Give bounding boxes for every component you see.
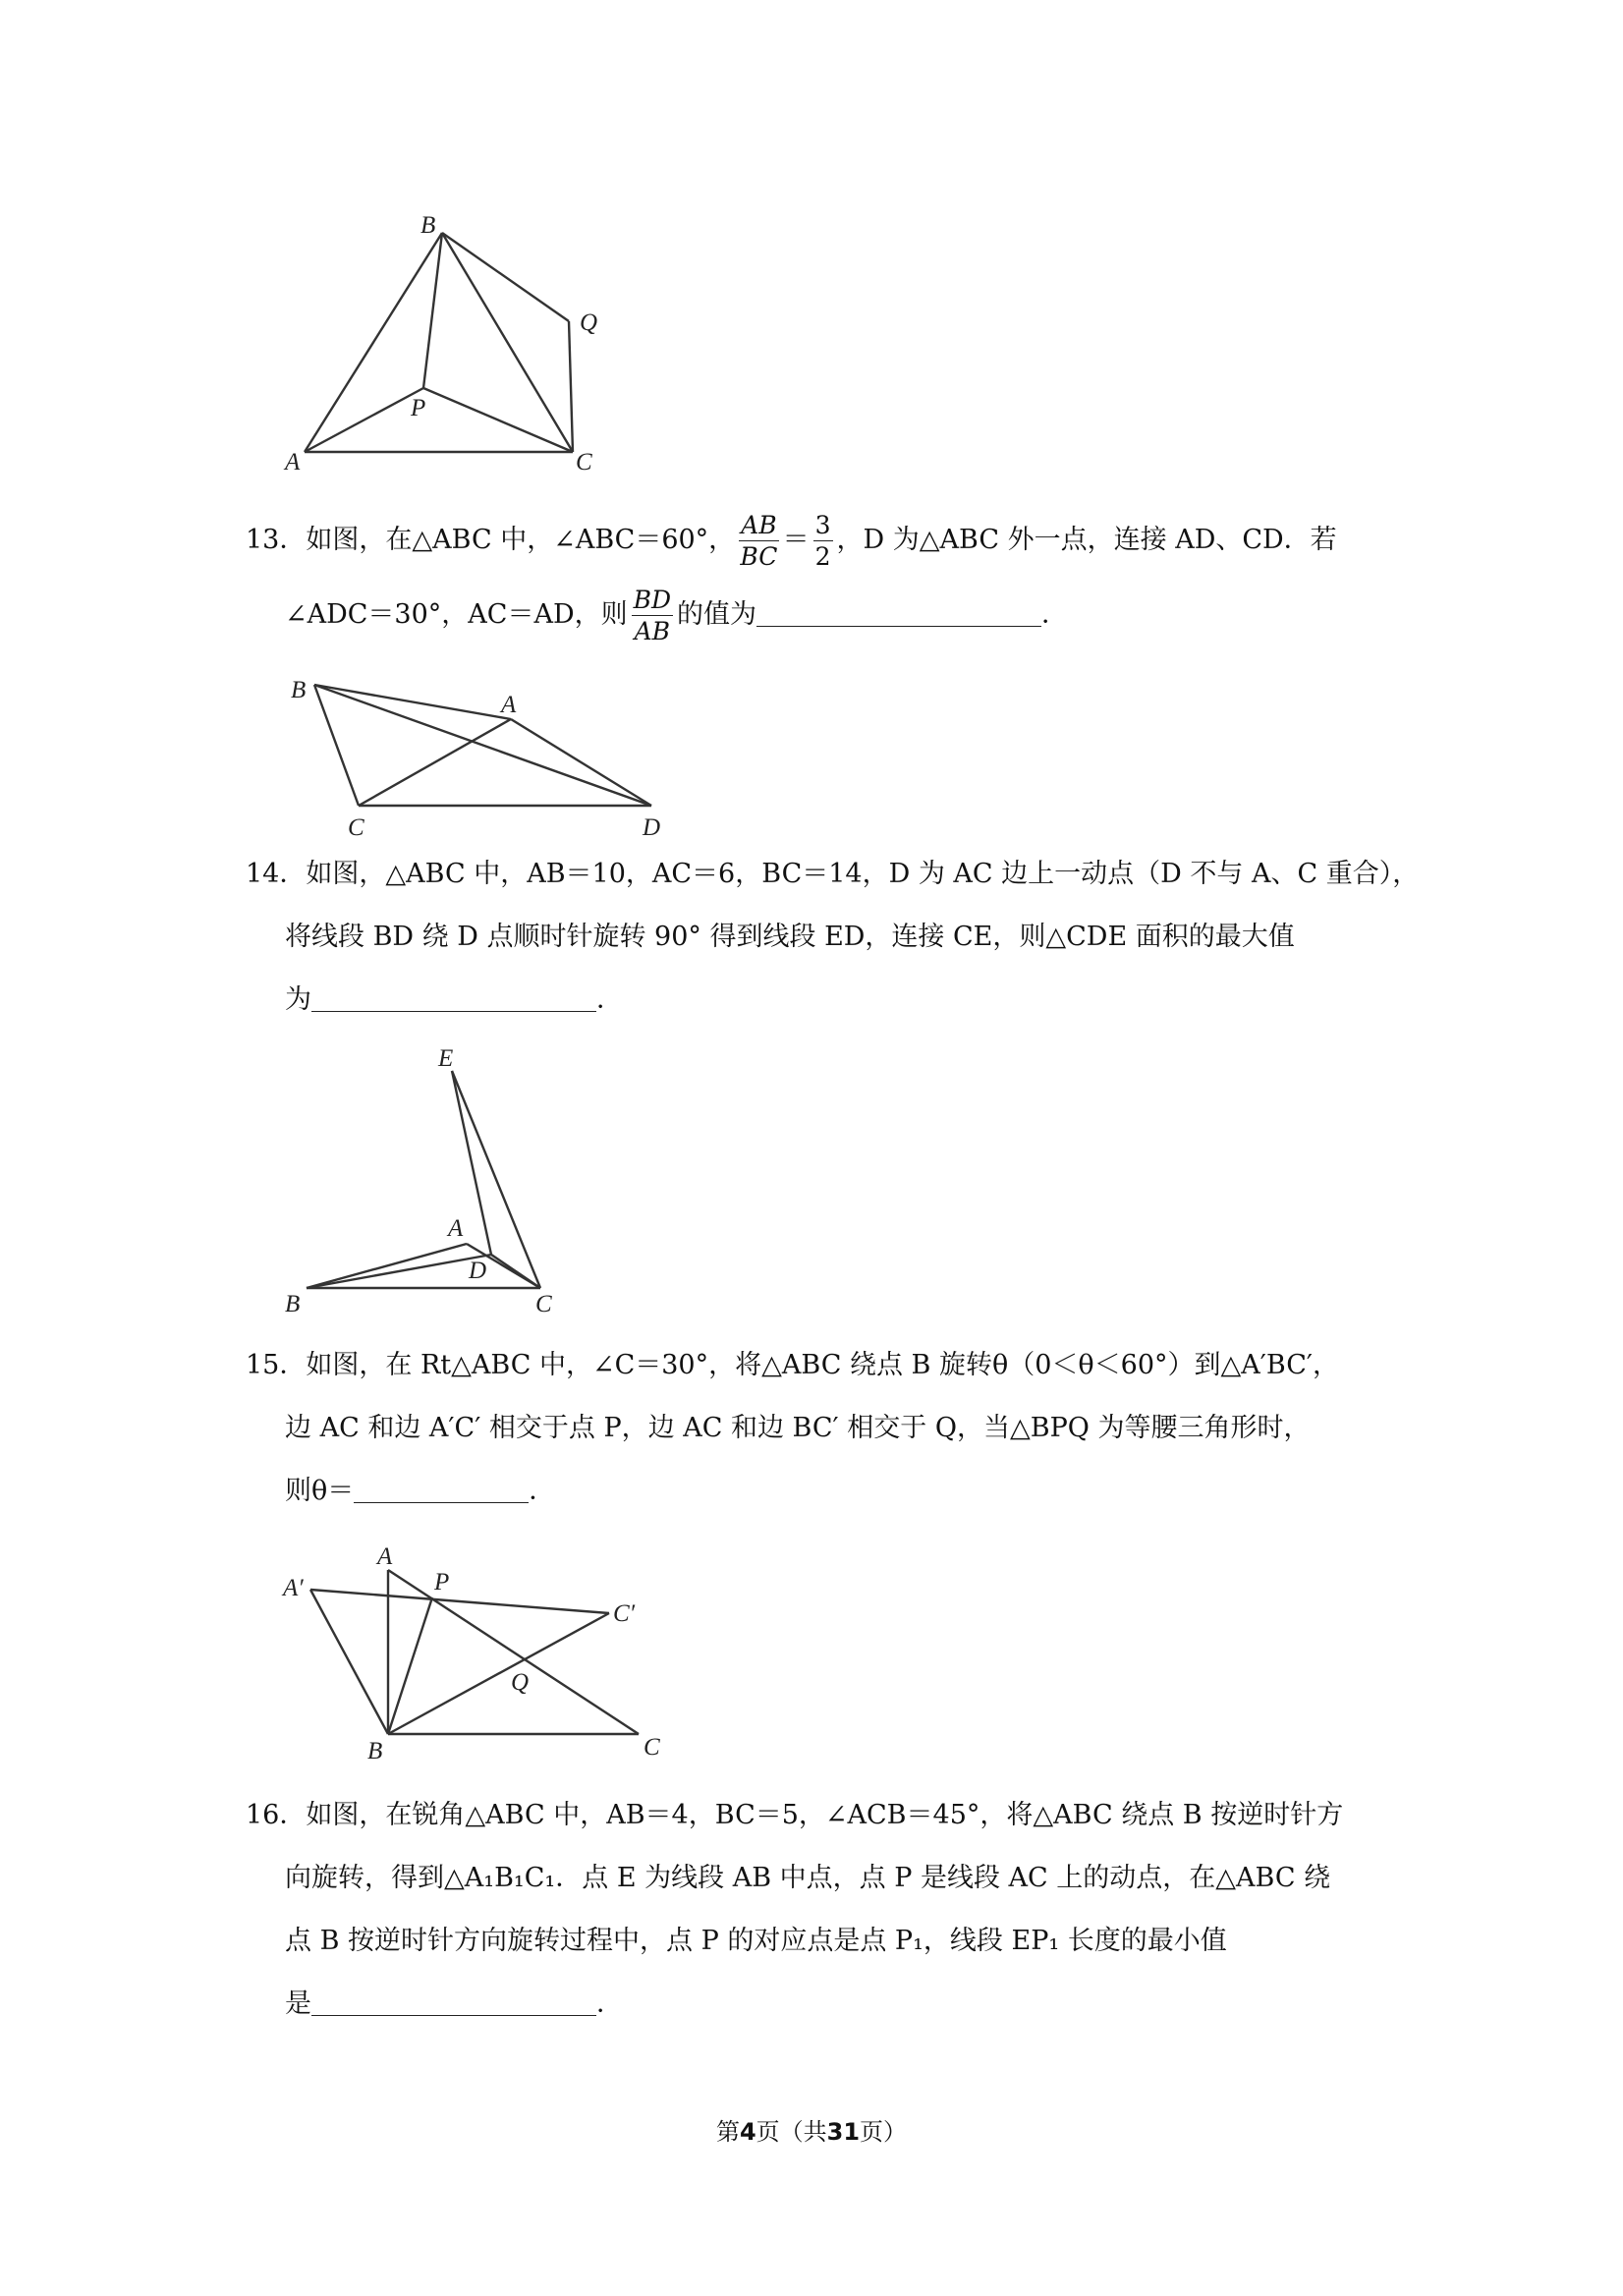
answer-blank-14[interactable] [311,981,596,1012]
label-p: P [411,395,426,421]
label-b: B [285,1291,301,1317]
problem-16-line-1: 16．如图，在锐角△ABC 中，AB＝4，BC＝5，∠ACB＝45°，将△ABC 绕点 B 按逆时针方 [246,1800,1344,1830]
problem-14-line-2: 将线段 BD 绕 D 点顺时针旋转 90° 得到线段 ED，连接 CE，则△CDE 面积的最大值 [285,922,1295,952]
label-p: P [434,1569,450,1596]
problem-13-line-1: 13．如图，在△ABC 中，∠ABC＝60°， $\frac{AB}{BC}$ ＝ $\frac{3}{2}$ ，D 为△ABC 外一点，连接 AD、CD．若 [246,511,1337,571]
fraction-3-2: $\frac{3}{2}$ [814,511,831,571]
problem-15-line-3: 则θ＝ ． [246,1460,1385,1523]
figure-q14 [275,1032,589,1326]
fraction-ab-bc: $\frac{AB}{BC}$ [740,511,778,571]
answer-blank-15[interactable] [354,1473,529,1503]
current-page: 4 [739,2118,756,2146]
label-d: D [643,814,661,840]
label-c: C [348,814,364,840]
label-c-prime: C′ [613,1600,636,1627]
figure-q12 [275,206,609,481]
label-q: Q [580,309,598,336]
label-b: B [291,677,307,703]
label-a: A [501,692,517,718]
label-e: E [438,1045,454,1072]
fraction-bd-ab: $\frac{BD}{AB}$ [633,586,672,645]
problem-14-line-3: 为 ． [246,969,1385,1032]
figure-q13 [285,668,678,840]
problem-16 [246,1784,1385,2036]
problem-13-line-2: ∠ADC＝30°，AC＝AD，则 $\frac{BD}{AB}$ 的值为 ． [285,586,1069,645]
label-b: B [420,212,436,239]
label-a: A [377,1543,393,1570]
problem-14 [246,843,1420,1032]
label-a-prime: A′ [283,1575,304,1601]
label-c: C [535,1291,552,1317]
page-footer: 第4页（共31页） [715,2118,908,2146]
problem-13 [246,509,1385,646]
label-q: Q [511,1669,530,1696]
label-c: C [644,1734,660,1761]
problem-16-line-4: 是 ． [246,1973,1385,2036]
figure-q15 [275,1533,688,1768]
problem-16-line-2: 向旋转，得到△A₁B₁C₁．点 E 为线段 AB 中点，点 P 是线段 AC 上的动点，在△ABC 绕 [285,1863,1331,1893]
total-pages: 31 [826,2118,861,2146]
problem-14-line-1: 14．如图，△ABC 中，AB＝10，AC＝6，BC＝14，D 为 AC 边上一动点（D 不与 A、C 重合）， [246,859,1420,889]
problem-15-line-2: 边 AC 和边 A′C′ 相交于点 P，边 AC 和边 BC′ 相交于 Q，当△BPQ 为等腰三角形时， [285,1413,1311,1443]
label-a: A [448,1215,464,1242]
label-c: C [576,449,592,476]
problem-15 [246,1334,1385,1523]
problem-16-line-3: 点 B 按逆时针方向旋转过程中，点 P 的对应点是点 P₁，线段 EP₁ 长度的最小值 [285,1926,1227,1956]
answer-blank-16[interactable] [311,1986,596,2016]
problem-15-line-1: 15．如图，在 Rt△ABC 中，∠C＝30°，将△ABC 绕点 B 旋转θ（0＜θ＜60°）到△A′BC′， [246,1350,1340,1380]
answer-blank-13[interactable] [756,596,1041,627]
label-d: D [469,1258,487,1284]
label-a: A [285,449,301,476]
label-b: B [367,1738,383,1764]
